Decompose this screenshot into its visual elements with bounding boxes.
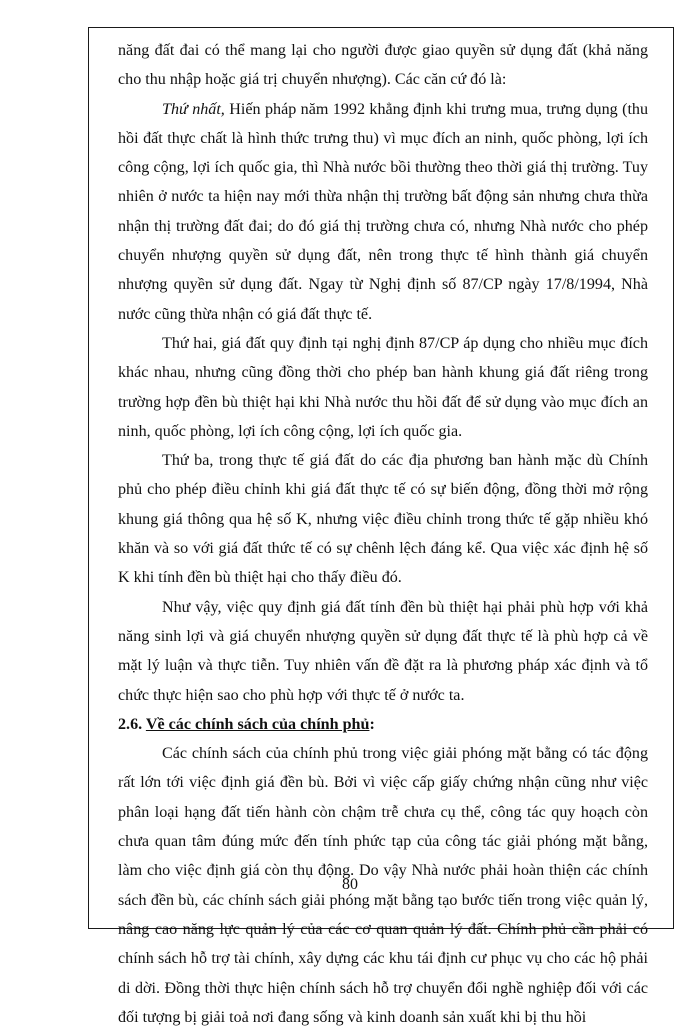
paragraph-policy: Các chính sách của chính phủ trong việc giải phóng mặt bằng có tác động rất lớn tới việc định giá đền bù. Bởi vì việc cấp giấy chứng nhận cũng như việc phân loại hạng đất tiến hành còn chậm trễ chưa cụ thể, công tác quy hoạch còn chưa quan tâm đúng mức đến tính phức tạp của công tác giải phóng mặt bằng, làm cho việc định giá còn thụ động. Do vậy Nhà nước phải hoàn thiện các chính sách đền bù, các chính sách giải phóng mặt bằng tạo bước tiến trong việc quản lý, nâng cao năng lực quản lý của các cơ quan quản lý đất. Chính phủ cần phải có chính sách hỗ trợ tài chính, xây dựng các khu tái định cư phục vụ cho các hộ phải di dời. Đồng thời thực hiện chính sách hỗ trợ chuyển đổi nghề nghiệp đối với các đối tượng bị giải toả nơi đang sống và kinh doanh sản xuất khi bị thu hồi xyxy=(118,745,648,1026)
page-number: 80 xyxy=(342,876,358,893)
paragraph-first-point xyxy=(118,95,648,329)
section-suffix: : xyxy=(369,715,375,733)
section-number: 2.6. xyxy=(118,715,143,733)
paragraph-second-point: Thứ hai, giá đất quy định tại nghị định 87/CP áp dụng cho nhiều mục đích khác nhau, nhưng cũng đồng thời cho phép ban hành khung giá đất riêng trong trường hợp đền bù thiệt hại khi Nhà nước thu hồi đất để sử dụng vào mục đích an ninh, quốc phòng, lợi ích công cộng, lợi ích quốc gia. xyxy=(118,334,648,440)
paragraph-conclusion: Như vậy, việc quy định giá đất tính đền bù thiệt hại phải phù hợp với khả năng sinh lợi và giá chuyển nhượng quyền sử dụng đất thực tế là phù hợp cả về mặt lý luận và thực tiễn. Tuy nhiên vấn đề đặt ra là phương pháp xác định và tổ chức thực hiện sao cho phù hợp với thực tế ở nước ta. xyxy=(118,598,648,704)
paragraph-third-point: Thứ ba, trong thực tế giá đất do các địa phương ban hành mặc dù Chính phủ cho phép điều chỉnh khi giá đất thực tế có sự biến động, đồng thời mở rộng khung giá thông qua hệ số K, nhưng việc điều chỉnh trong thức tế gặp nhiều khó khăn và so với giá đất thức tế có sự chênh lệch đáng kể. Qua việc xác định hệ số K khi tính đền bù thiệt hại cho thấy điều đó. xyxy=(118,452,648,587)
section-title: Về các chính sách của chính phủ xyxy=(145,715,370,733)
first-point-text: Hiến pháp năm 1992 khẳng định khi trưng mua, trưng dụng (thu hồi đất thực chất là hình thức trưng thu) vì mục đích an ninh, quốc phòng, lợi ích công cộng, lợi ích quốc gia, thì Nhà nước bồi thường theo thời giá thị trường. Tuy nhiên ở nước ta hiện nay mới thừa nhận thị trường bất động sản nhưng chưa thừa nhận thị trường đất đai; do đó giá thị trường chưa có, nhưng Nhà nước cho phép chuyển nhượng quyền sử dụng đất, nên trong thực tế hình thành giá chuyển nhượng quyền sử dụng đất. Ngay từ Nghị định số 87/CP ngày 17/8/1994, Nhà nước cũng thừa nhận có giá đất thực tế. xyxy=(118,100,649,323)
first-point-lead: Thứ nhất, xyxy=(162,100,225,118)
paragraph-continuation: năng đất đai có thể mang lại cho người được giao quyền sử dụng đất (khả năng cho thu nhập hoặc giá trị chuyển nhượng). Các căn cứ đó là: xyxy=(118,42,648,89)
section-heading xyxy=(118,710,648,739)
